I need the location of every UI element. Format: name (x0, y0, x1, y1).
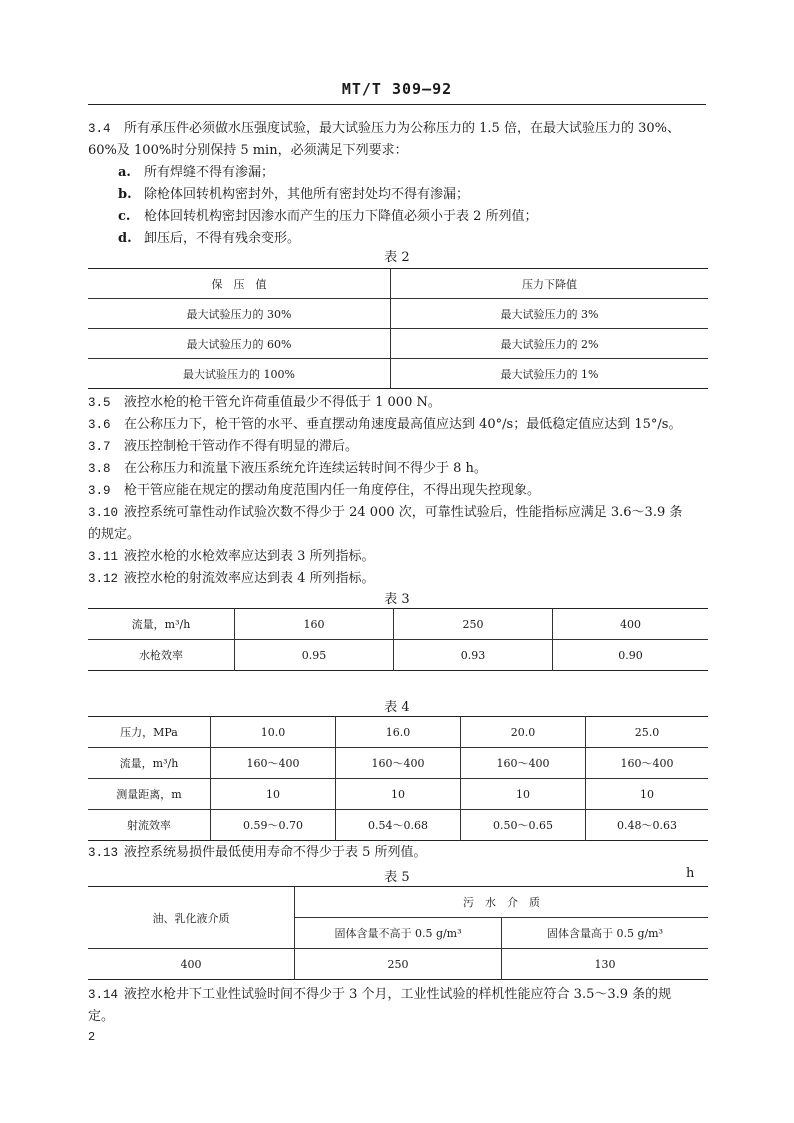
table-row-header: 测量距离，m (88, 779, 211, 810)
clause-3-4-item-a: a. 所有焊缝不得有渗漏； (118, 165, 275, 180)
table-row-header: 压力，MPa (120, 726, 178, 739)
clause-3-11: 3.11 液控水枪的水枪效率应达到表 3 所列指标。 (88, 549, 375, 564)
standard-code-header: MT/T 309—92 (341, 80, 453, 98)
clause-number: 3.4 (88, 122, 111, 136)
table-row (88, 299, 708, 329)
table-3-caption: 表 3 (384, 592, 410, 607)
table-row-header: 流量，m³/h (131, 618, 191, 631)
table-cell: 130 (502, 949, 709, 980)
table-header-cell: 固体含量不高于 0.5 g/m³ (295, 918, 502, 949)
table-cell: 160～400 (336, 748, 461, 779)
table-cell: 400 (553, 609, 709, 640)
clause-3-14-line2: 定。 (88, 1009, 115, 1024)
table-row-header: 流量，m³/h (88, 748, 211, 779)
clause-3-13: 3.13 液控系统易损件最低使用寿命不得少于表 5 所列值。 (88, 845, 427, 860)
table-row (88, 609, 708, 640)
table-header-cell: 固体含量高于 0.5 g/m³ (502, 918, 709, 949)
table-cell: 10 (586, 779, 709, 810)
clause-3-8: 3.8 在公称压力和流量下液压系统允许连续运转时间不得少于 8 h。 (88, 461, 487, 476)
clause-3-4-item-b: b. 除枪体回转机构密封外，其他所有密封处均不得有渗漏； (118, 187, 470, 202)
clause-3-12: 3.12 液控水枪的射流效率应达到表 4 所列指标。 (88, 571, 375, 586)
clause-3-10-line2: 的规定。 (88, 527, 141, 542)
table-cell: 0.59～0.70 (211, 810, 336, 841)
table-cell: 160～400 (461, 748, 586, 779)
table-cell: 10 (211, 779, 336, 810)
table-row (88, 810, 708, 841)
table-cell: 0.95 (235, 640, 394, 671)
table-cell: 20.0 (461, 717, 586, 748)
table-5-unit: h (686, 866, 695, 881)
table-row (88, 949, 708, 980)
table-cell: 0.54～0.68 (336, 810, 461, 841)
clause-3-10-line1: 3.10 液控系统可靠性动作试验次数不得少于 24 000 次，可靠性试验后，性能指标应满足 3.6～3.9 条 (88, 505, 683, 520)
table-4-caption: 表 4 (384, 700, 410, 715)
table-cell: 10 (461, 779, 586, 810)
page-number: 2 (88, 1030, 96, 1044)
table-2 (88, 268, 708, 389)
table-row (88, 359, 708, 389)
table-cell: 0.50～0.65 (461, 810, 586, 841)
clause-3-9: 3.9 枪干管应能在规定的摆动角度范围内任一角度停住，不得出现失控现象。 (88, 483, 541, 498)
table-cell: 400 (88, 949, 295, 980)
table-row (88, 640, 708, 671)
table-cell: 0.90 (553, 640, 709, 671)
table-row (88, 748, 708, 779)
table-cell: 0.48～0.63 (586, 810, 709, 841)
table-group-header: 污 水 介 质 (295, 887, 709, 918)
table-cell: 0.93 (394, 640, 553, 671)
clause-3-4-item-d: d. 卸压后，不得有残余变形。 (118, 231, 301, 246)
table-cell: 250 (295, 949, 502, 980)
table-cell: 160 (235, 609, 394, 640)
clause-3-4-line1 (88, 118, 708, 140)
table-row-header: 水枪效率 (88, 640, 235, 671)
table-3 (88, 608, 708, 671)
table-cell: 16.0 (336, 717, 461, 748)
table-5 (88, 886, 708, 980)
clause-3-4-item-c: c. 枪体回转机构密封因渗水而产生的压力下降值必须小于表 2 所列值； (118, 209, 538, 224)
header-rule (88, 104, 706, 105)
table-row (88, 329, 708, 359)
table-row (88, 779, 708, 810)
table-cell: 最大试验压力的 1% (391, 359, 709, 389)
table-cell: 10 (336, 779, 461, 810)
table-cell: 250 (394, 609, 553, 640)
table-5-caption: 表 5 (384, 870, 410, 885)
table-header-cell: 油、乳化液介质 (152, 911, 230, 925)
clause-3-5: 3.5 液控水枪的枪干管允许荷重值最少不得低于 1 000 N。 (88, 395, 441, 410)
table-cell: 10.0 (211, 717, 336, 748)
table-row-header: 射流效率 (88, 810, 211, 841)
table-header-row (88, 887, 708, 918)
clause-3-4-line2: 60%及 100%时分别保持 5 min，必须满足下列要求： (88, 143, 408, 158)
table-cell: 25.0 (586, 717, 709, 748)
table-cell: 160～400 (586, 748, 709, 779)
table-header-row (88, 269, 708, 299)
clause-text: 所有承压件必须做水压强度试验，最大试验压力为公称压力的 1.5 倍，在最大试验压力的 30%、 (124, 121, 680, 136)
clause-3-14-line1: 3.14 液控水枪井下工业性试验时间不得少于 3 个月，工业性试验的样机性能应符合 3.5～3.9 条的规 (88, 987, 672, 1002)
table-cell: 最大试验压力的 3% (391, 299, 709, 329)
table-cell: 最大试验压力的 30% (88, 299, 391, 329)
table-cell: 最大试验压力的 100% (88, 359, 391, 389)
table-cell: 160～400 (211, 748, 336, 779)
table-cell: 最大试验压力的 60% (88, 329, 391, 359)
table-4 (88, 716, 708, 841)
clause-3-7: 3.7 液压控制枪干管动作不得有明显的滞后。 (88, 439, 359, 454)
table-row (88, 717, 708, 748)
table-header-cell: 保 压 值 (211, 277, 267, 291)
table-cell: 最大试验压力的 2% (391, 329, 709, 359)
clause-3-6: 3.6 在公称压力下，枪干管的水平、垂直摆动角速度最高值应达到 40°/s；最低稳定值应达到 15°/s。 (88, 417, 682, 432)
table-header-cell: 压力下降值 (391, 269, 709, 299)
table-2-caption: 表 2 (384, 250, 410, 265)
